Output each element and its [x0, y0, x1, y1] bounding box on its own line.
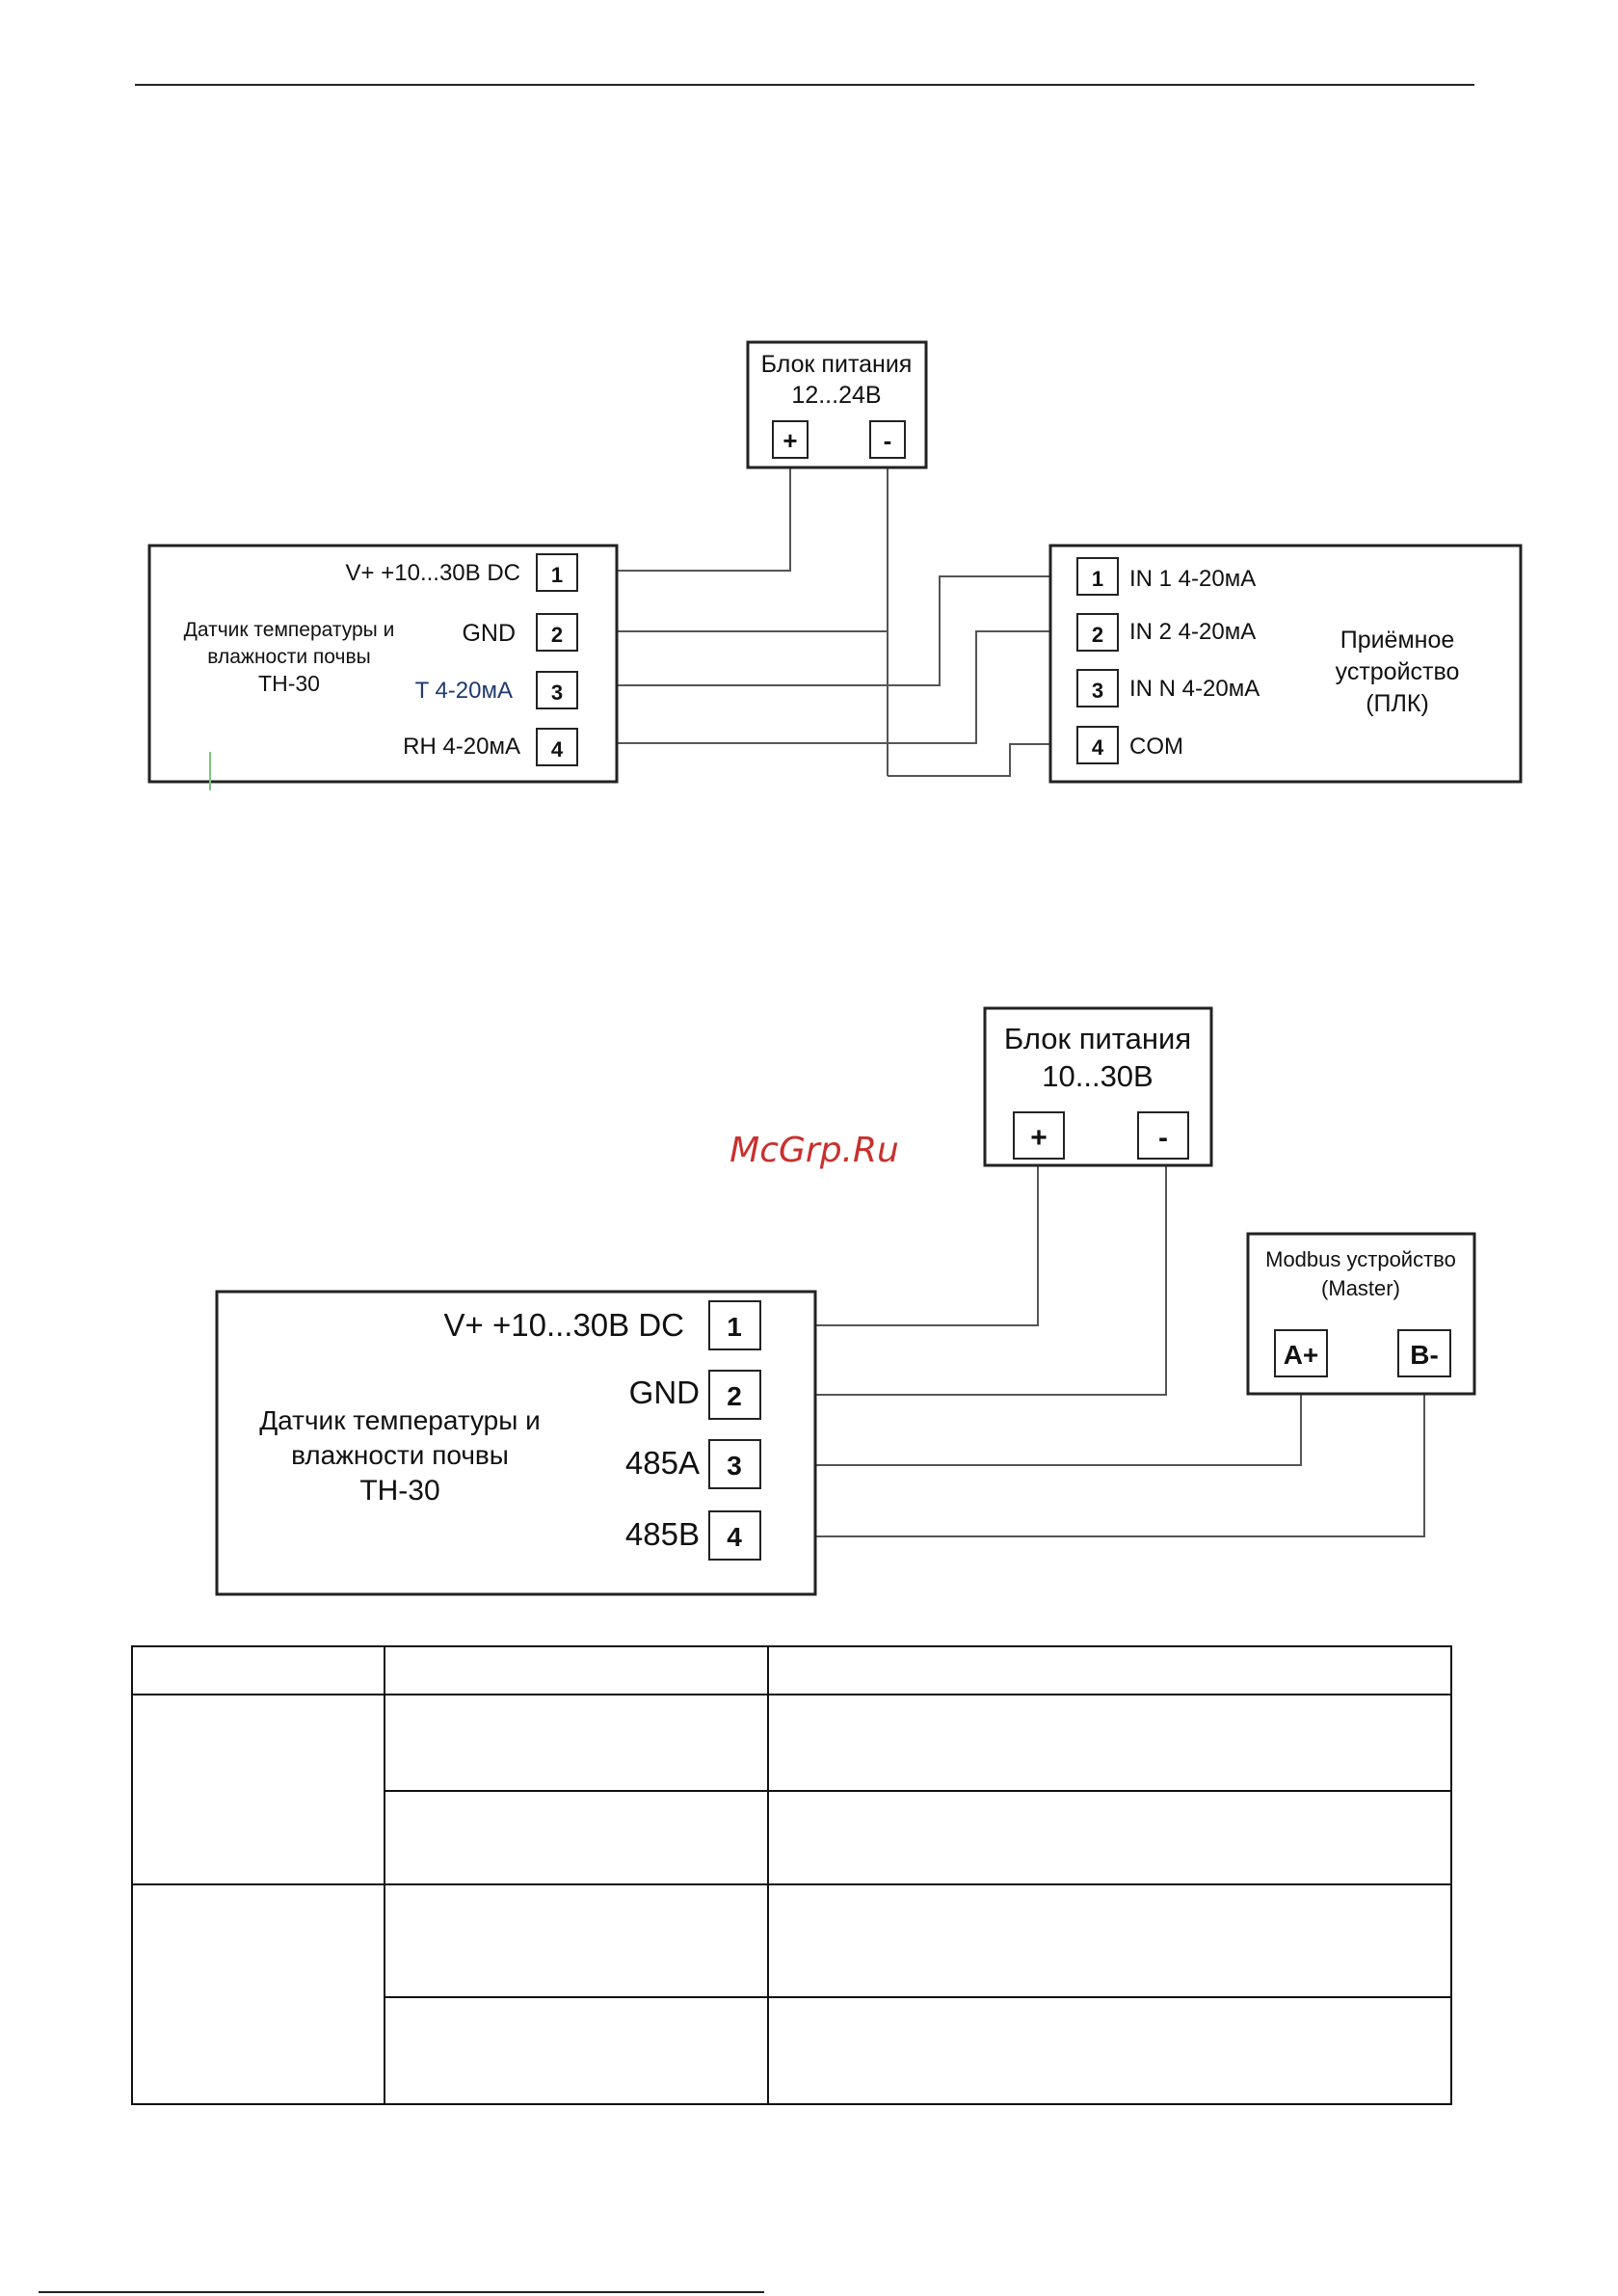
receiver-terminal-num-2: 2	[1091, 623, 1104, 647]
receiver-box	[1050, 546, 1521, 782]
receiver-terminal-label-2: IN 2 4-20мА	[1129, 619, 1257, 645]
psu1-plus-label: +	[782, 426, 798, 455]
wires-diagram1	[617, 461, 1068, 776]
psu2-plus-label: +	[1030, 1122, 1048, 1154]
receiver-name-line3: (ПЛК)	[1366, 690, 1429, 717]
psu2-minus-label: -	[1158, 1122, 1168, 1154]
empty-table	[132, 1646, 1451, 2104]
wire2-gnd-to-psu-minus	[815, 1153, 1166, 1395]
sensor-box-2	[217, 1292, 815, 1594]
receiver-terminal-num-4: 4	[1091, 735, 1104, 760]
sensor2-terminal-label-4: 485B	[624, 1516, 700, 1552]
psu2-title-line2: 10...30В	[1042, 1059, 1154, 1093]
wire-vplus-to-psu-plus	[617, 461, 790, 571]
sensor2-terminal-label-1: V+ +10...30В DC	[443, 1307, 684, 1343]
watermark-text: McGrp.Ru	[729, 1131, 899, 1170]
sensor1-name-line3: TH-30	[258, 671, 320, 696]
sensor1-terminal-label-1: V+ +10...30В DC	[345, 560, 520, 586]
power-supply-box-1	[748, 342, 926, 467]
receiver-terminal-label-4: COM	[1129, 734, 1183, 760]
wiring-diagram-rs485	[217, 1008, 1474, 1594]
power-supply-box-2	[985, 1008, 1211, 1165]
wire2-485a-to-aplus	[815, 1375, 1301, 1465]
sensor1-terminal-label-4: RH 4-20мА	[403, 734, 520, 760]
sensor1-terminal-num-3: 3	[550, 681, 564, 705]
psu1-minus-label: -	[883, 426, 892, 455]
sensor1-terminal-num-2: 2	[550, 623, 564, 647]
modbus-title-line2: (Master)	[1321, 1276, 1400, 1300]
receiver-terminal-num-1: 1	[1091, 567, 1104, 591]
sensor2-name-line3: TH-30	[359, 1475, 440, 1507]
wire2-vplus-to-psu-plus	[815, 1153, 1038, 1325]
wire-minus-to-com	[888, 744, 1068, 776]
sensor2-terminal-label-3: 485A	[624, 1445, 700, 1481]
modbus-master-box	[1248, 1234, 1474, 1394]
modbus-bminus-label: B-	[1410, 1340, 1439, 1370]
wiring-diagram-analog	[149, 342, 1521, 790]
sensor1-terminal-num-4: 4	[550, 737, 564, 761]
receiver-terminal-label-1: IN 1 4-20мА	[1129, 566, 1257, 592]
modbus-title-line1: Modbus устройство	[1265, 1247, 1456, 1271]
sensor1-terminal-label-3: T 4-20мА	[414, 678, 513, 704]
sensor2-terminal-num-1: 1	[727, 1312, 742, 1342]
sensor2-name-line1: Датчик температуры и	[259, 1405, 541, 1435]
receiver-terminal-label-3: IN N 4-20мА	[1129, 676, 1260, 702]
sensor2-terminal-num-3: 3	[727, 1451, 742, 1481]
wire2-485b-to-bminus	[815, 1375, 1424, 1536]
sensor2-terminal-label-2: GND	[628, 1375, 700, 1410]
psu2-title-line1: Блок питания	[1003, 1022, 1192, 1055]
receiver-terminal-num-3: 3	[1091, 679, 1104, 703]
sensor2-terminal-num-2: 2	[727, 1381, 742, 1411]
sensor1-name-line1: Датчик температуры и	[183, 619, 395, 641]
psu1-title-line1: Блок питания	[760, 351, 913, 378]
receiver-name-line1: Приёмное	[1339, 627, 1455, 654]
wire-rh-to-in2	[617, 631, 1068, 743]
modbus-aplus-label: A+	[1283, 1340, 1319, 1370]
sensor2-name-line2: влажности почвы	[291, 1440, 509, 1470]
sensor-box-1	[149, 546, 617, 790]
sensor1-terminal-label-2: GND	[462, 620, 516, 647]
sensor1-terminal-num-1: 1	[550, 563, 564, 587]
sensor1-name-line2: влажности почвы	[207, 646, 371, 668]
psu1-title-line2: 12...24В	[791, 382, 882, 409]
sensor2-terminal-num-4: 4	[727, 1522, 742, 1552]
receiver-name-line2: устройство	[1335, 658, 1460, 685]
